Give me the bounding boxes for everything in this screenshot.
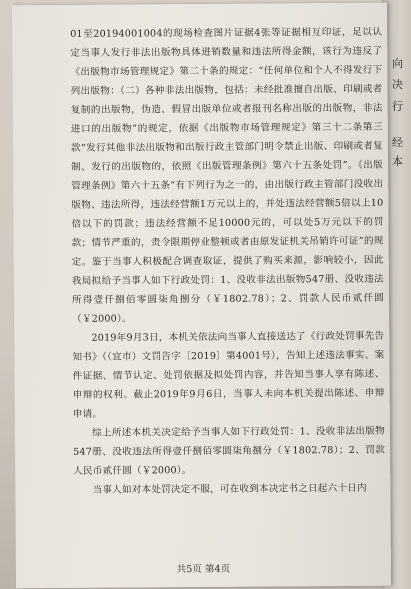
paragraph-evidence-and-law: 01至20194001004的现场检查图片证据4张等证据相互印证，足以认定当事人发行非法出版物具体进销数量和违法所得金额，该行为违反了《出版物市场管理规定》第二十条的规定：“任何单位和个人不得发行下列出版物：（二）各种非法出版物，包括：未经批准擅自出版、印刷或者复制的出版物，伪造、假冒出版单位或者报刊名称出版的出版物，非法进口的出版物”的规定，依据《出版物市场管理规定》第三十二条第三款“发行其他非法出版物和出版行政主管部门明令禁止出版、印刷或者复制、发行的出版物的，依照《出版管理条例》第六十五条处罚”。《出版管理条例》第六十五条“有下列行为之一的，由出版行政主管部门没收出版物、违法所得，违法经营额1万元以上的，并处违法经营额5倍以上10倍以下的罚款；违法经营额不足10000元的，可以处5万元以下的罚款；情节严重的，责令限期停业整顿或者由原发证机关吊销许可证”的规定。鉴于当事人积极配合调查取证，提供了购买来源，影响较小，因此我局拟给予当事人如下行政处罚：1、没收非法出版物547册、没收违法所得壹仟捌佰零圆柒角捌分（￥1802.78）；2、罚款人民币贰仟圆（￥2000）。 <box>70 26 385 325</box>
edge-char: 行 <box>392 100 403 113</box>
document-body <box>70 23 385 500</box>
page-footer: 共5页 第4页 <box>176 563 231 576</box>
paragraph-appeal-rights: 当事人如对本处罚决定不服，可在收到本决定书之日起六十日内 <box>92 482 367 496</box>
edge-char: 本 <box>392 155 403 168</box>
paragraph-decision: 综上所述本机关决定给予当事人如下行政处罚：1、没收非法出版物547册、没收违法所得壹仟捌佰零圆柒角捌分（￥1802.78）；2、罚款人民币贰仟圆（￥2000）。 <box>73 425 386 477</box>
edge-char: 向 <box>392 57 403 70</box>
edge-char: 经 <box>392 136 403 149</box>
document-page <box>12 3 391 589</box>
edge-char: 决 <box>392 78 403 91</box>
paragraph-notice-served: 2019年9月3日，本机关依法向当事人直接送达了《行政处罚事先告知书》（（宜市）文罚告字〔2019〕第4001号），告知上述违法事实、案件证据、情节认定、处罚依据及拟处罚内容，并告知当事人享有陈述、申辩的权利。截止2019年9月6日，当事人未向本机关提出陈述、申辩申请。 <box>72 330 385 420</box>
